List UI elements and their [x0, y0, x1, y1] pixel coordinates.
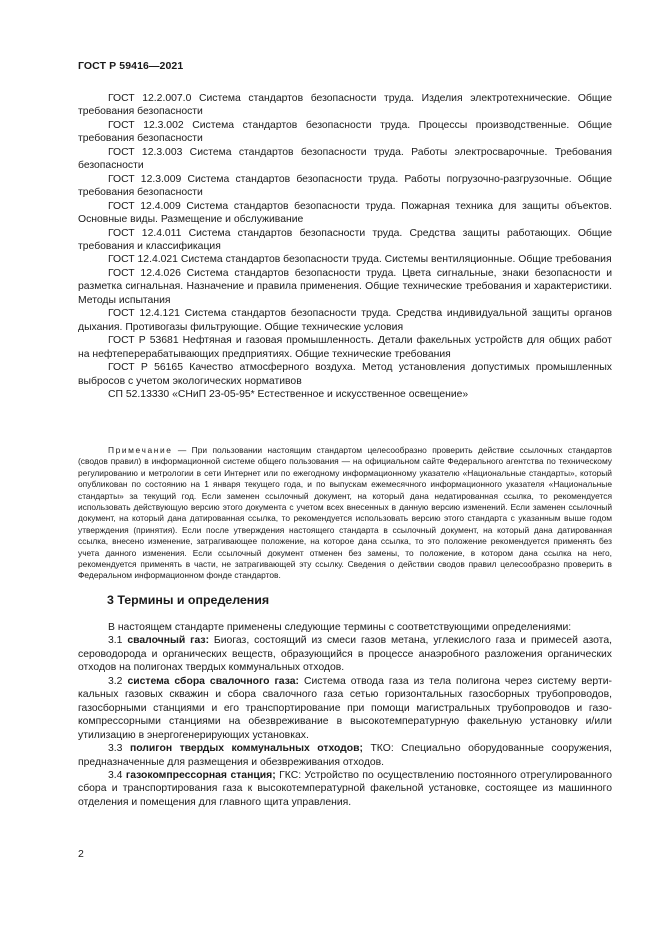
reference-item: ГОСТ 12.4.009 Система стандартов безопасности труда. Пожарная техника для защиты объектов. Основные виды. Размещение и обслуживание [78, 200, 612, 226]
term-entry [78, 769, 612, 809]
term-number: 3.2 [108, 675, 128, 687]
term-definition: ГКС: Устройство по осуществлению постоянного отрегулированного сбора и транспортирования газа к высокотемпературной факельной установке, состоящее из машинного отделения и помещения для главного щита управления. [78, 769, 612, 808]
document-header: ГОСТ Р 59416—2021 [78, 60, 184, 72]
term-name: свалочный газ: [127, 635, 210, 647]
term-definition: ТКО: Специально оборудованные сооружения, предназначенные для размещения и обезвреживания отходов. [78, 743, 612, 768]
reference-item: ГОСТ 12.4.011 Система стандартов безопасности труда. Средства защиты работающих. Общие требования и классификация [78, 227, 612, 252]
term-name: полигон твердых коммунальных отходов; [129, 743, 363, 755]
note-paragraph [78, 445, 612, 582]
term-number: 3.1 [108, 635, 128, 647]
reference-item: ГОСТ 12.3.009 Система стандартов безопасности труда. Работы погрузочно-разгрузочные. Общие требования безопасности [78, 173, 612, 199]
term-entry [78, 675, 612, 742]
term-entry [78, 634, 612, 674]
reference-item: ГОСТ Р 53681 Нефтяная и газовая промышленность. Детали факельных устройств для общих работ на нефтеперерабатывающих предприятиях. Общие технические требования [78, 335, 612, 360]
term-entry [78, 742, 612, 769]
reference-item: ГОСТ 12.3.003 Система стандартов безопасности труда. Работы электросварочные. Требования безопасности [78, 146, 612, 172]
reference-item: СП 52.13330 «СНиП 23-05-95* Естественное и искусственное освещение» [108, 388, 469, 400]
term-number: 3.3 [108, 743, 130, 755]
term-name: система сбора свалочного газа: [127, 675, 299, 687]
term-definition: Система отвода газа из тела полигона через систему вертикальных газовых скважин и сбора свалочного газа сетью горизонтальных газосборных трубопроводов, газосборными станциями и его транспортирование при помощи магистральных трубопроводов и газокомпрессорными станциями на обезвреживание в высокотемпературную факельную установку и/или утилизацию в энергогенерирующих установках. [78, 675, 612, 741]
reference-item: ГОСТ 12.2.007.0 Система стандартов безопасности труда. Изделия электротехнические. Общие требования безопасности [78, 93, 612, 118]
note-label: Примечание [108, 445, 173, 455]
note-text: — При пользовании настоящим стандартом целесообразно проверить действие ссылочных стандартов (сводов правил) в информационной системе общего пользования — на официальном сайте Федерального агентства по техническому регулированию и метрологии в сети Интернет или по ежегодному информационному указателю «Национальные стандарты», который опубликован по состоянию на 1 января текущего года, и по выпускам ежемесячного информационного указателя «Национальные стандарты» за текущий год. Если заменен ссылочный документ, на который дана недатированная ссылка, то рекомендуется использовать действующую версию этого документа с учетом всех внесенных в данную версию изменений. Если заменен ссылочный документ, на который дана датированная ссылка, то рекомендуется использовать версию этого стандарта с указанным выше годом утверждения (принятия). Если после утверждения настоящего стандарта в ссылочный документ, на который дана датированная ссылка, внесено изменение, затрагивающее положение, на которое дана ссылка, то это положение рекомендуется применять без учета данного изменения. Если ссылочный документ отменен без замены, то положение, в котором дана ссылка на него, рекомендуется применять в части, не затрагивающей эту ссылку. Сведения о действии сводов правил целесообразно проверить в Федеральном информационном фонде стандартов. [78, 445, 612, 581]
term-number: 3.4 [108, 769, 126, 781]
page-number: 2 [78, 848, 84, 860]
reference-item: ГОСТ Р 56165 Качество атмосферного воздуха. Метод установления допустимых промышленных выбросов с учетом экологических нормативов [78, 362, 612, 387]
reference-item: ГОСТ 12.4.021 Система стандартов безопасности труда. Системы вентиляционные. Общие требования [108, 254, 612, 266]
term-name: газокомпрессорная станция; [125, 769, 276, 781]
reference-item: ГОСТ 12.4.026 Система стандартов безопасности труда. Цвета сигнальные, знаки безопасности и разметка сигнальная. Назначение и правила применения. Общие технические требования и характеристики. Методы испытания [78, 267, 612, 306]
term-definition: Биогаз, состоящий из смеси газов метана, углекислого газа и примесей азота, сероводорода и органических веществ, образующийся в процессе анаэробного разложения органических отходов на полигонах твердых коммунальных отходов. [78, 635, 612, 674]
reference-item: ГОСТ 12.3.002 Система стандартов безопасности труда. Процессы производственные. Общие требования безопасности [78, 119, 612, 145]
section-title: 3 Термины и определения [107, 593, 270, 607]
reference-item: ГОСТ 12.4.121 Система стандартов безопасности труда. Средства индивидуальной защиты органов дыхания. Противогазы фильтрующие. Общие технические условия [78, 308, 612, 333]
terms-list [78, 621, 612, 809]
terms-intro: В настоящем стандарте применены следующие термины с соответствующими определениями: [108, 622, 572, 633]
normative-references-list [78, 92, 612, 401]
